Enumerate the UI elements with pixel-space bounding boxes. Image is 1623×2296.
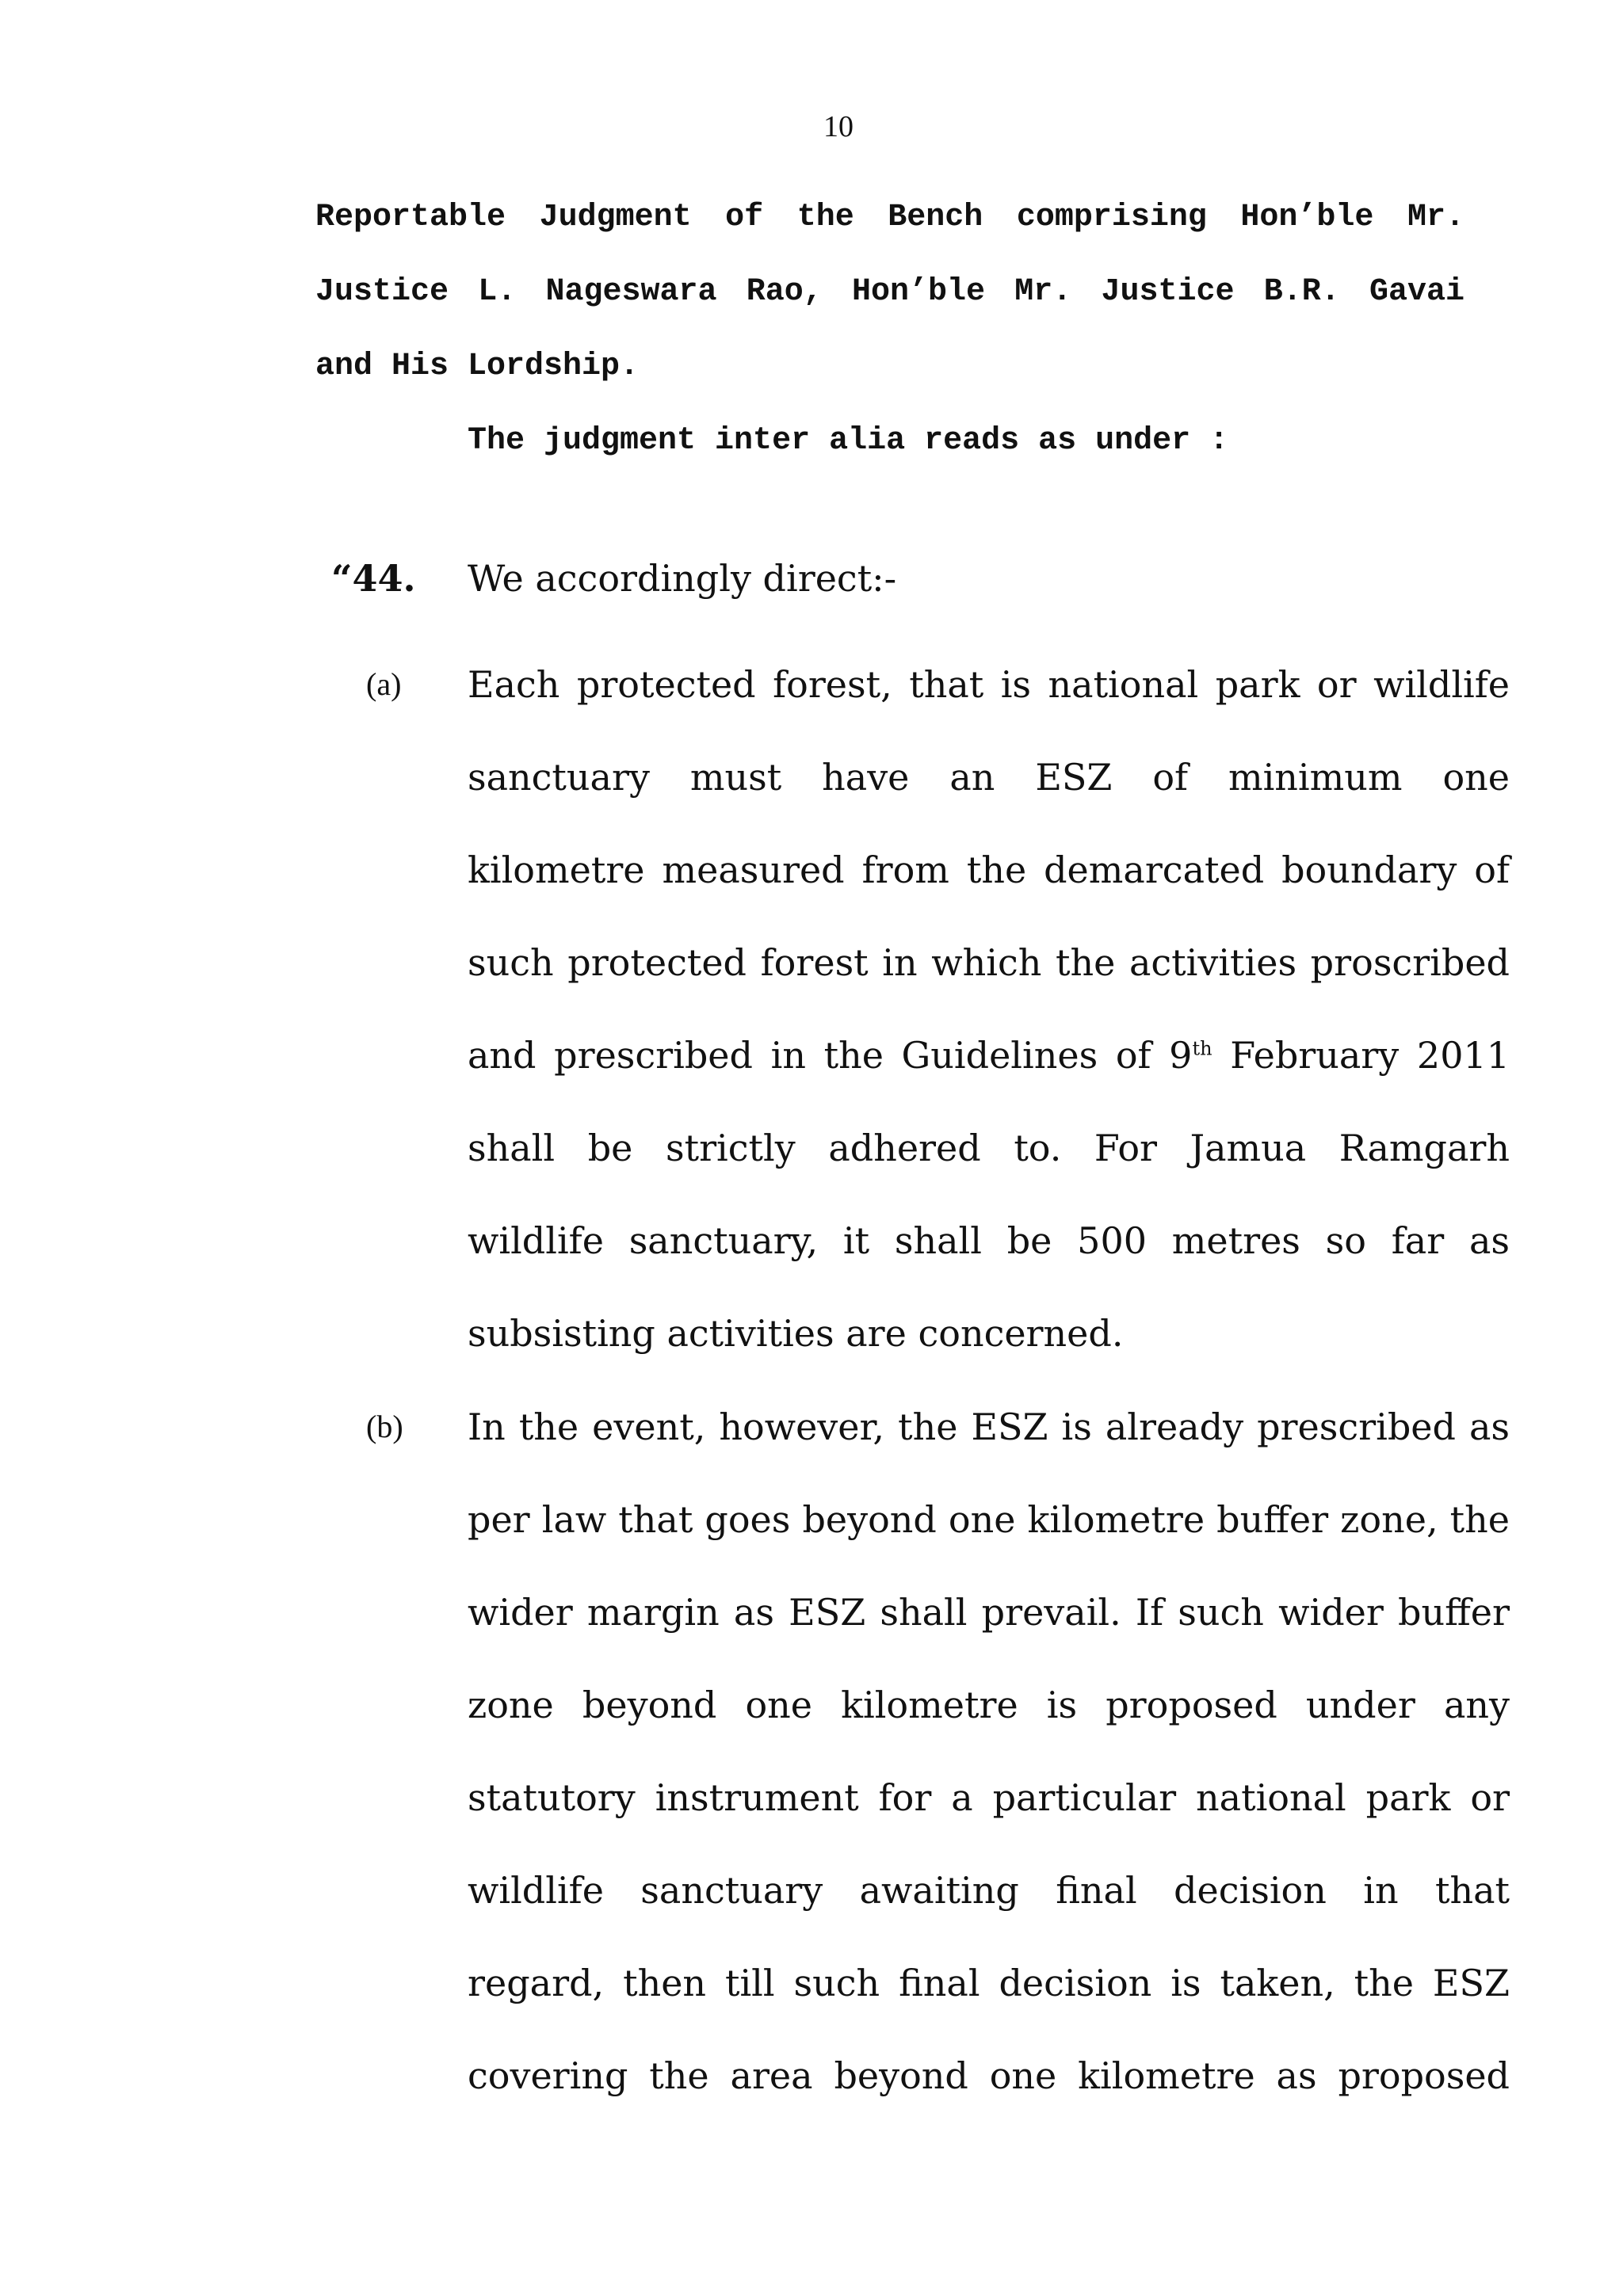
paragraph-text: We accordingly direct:- — [468, 557, 897, 600]
item-a-body — [468, 661, 1510, 1402]
paragraph-44 — [331, 555, 896, 602]
item-a-line: Each protected forest, that is national park or wildlife — [468, 663, 1510, 706]
judgment-header — [315, 181, 1465, 479]
header-line: Reportable Judgment of the Bench comprising Hon’ble Mr. — [315, 200, 1465, 235]
item-a-line: kilometre measured from the demarcated boundary of — [468, 849, 1510, 891]
header-intro: The judgment inter alia reads as under : — [468, 423, 1229, 459]
page-number: 10 — [823, 110, 854, 143]
header-line: Justice L. Nageswara Rao, Hon’ble Mr. Justice B.R. Gavai — [315, 274, 1465, 310]
item-a-line: sanctuary must have an ESZ of minimum one — [468, 756, 1510, 799]
paragraph-number: “44. — [331, 557, 416, 600]
item-b-line: wildlife sanctuary awaiting final decision in that — [468, 1869, 1510, 1912]
ordinal-suffix: th — [1192, 1037, 1212, 1060]
guidelines-date: February 2011 — [1212, 1034, 1510, 1077]
item-b-line: covering the area beyond one kilometre as proposed — [468, 2054, 1510, 2097]
item-b-line: statutory instrument for a particular national park or — [468, 1776, 1510, 1819]
item-b-line: In the event, however, the ESZ is already prescribed as — [468, 1405, 1510, 1448]
item-b-line: regard, then till such final decision is taken, the ESZ — [468, 1962, 1510, 2004]
item-a-line: such protected forest in which the activities proscribed — [468, 941, 1510, 984]
item-a-line-guidelines — [468, 1032, 1510, 1124]
item-a-line: wildlife sanctuary, it shall be 500 metres so far as — [468, 1219, 1510, 1262]
item-a-label: (a) — [366, 666, 402, 702]
guidelines-text: and prescribed in the Guidelines of 9 — [468, 1034, 1193, 1077]
item-b-label: (b) — [366, 1409, 403, 1444]
item-a-line: shall be strictly adhered to. For Jamua Ramgarh — [468, 1127, 1510, 1169]
item-b-line: wider margin as ESZ shall prevail. If such wider buffer — [468, 1591, 1510, 1634]
item-a-line: subsisting activities are concerned. — [468, 1312, 1124, 1355]
item-b-body — [468, 1403, 1510, 2145]
item-b-line: zone beyond one kilometre is proposed under any — [468, 1684, 1510, 1726]
item-b-line: per law that goes beyond one kilometre buffer zone, the — [468, 1498, 1510, 1541]
header-line: and His Lordship. — [315, 349, 640, 384]
